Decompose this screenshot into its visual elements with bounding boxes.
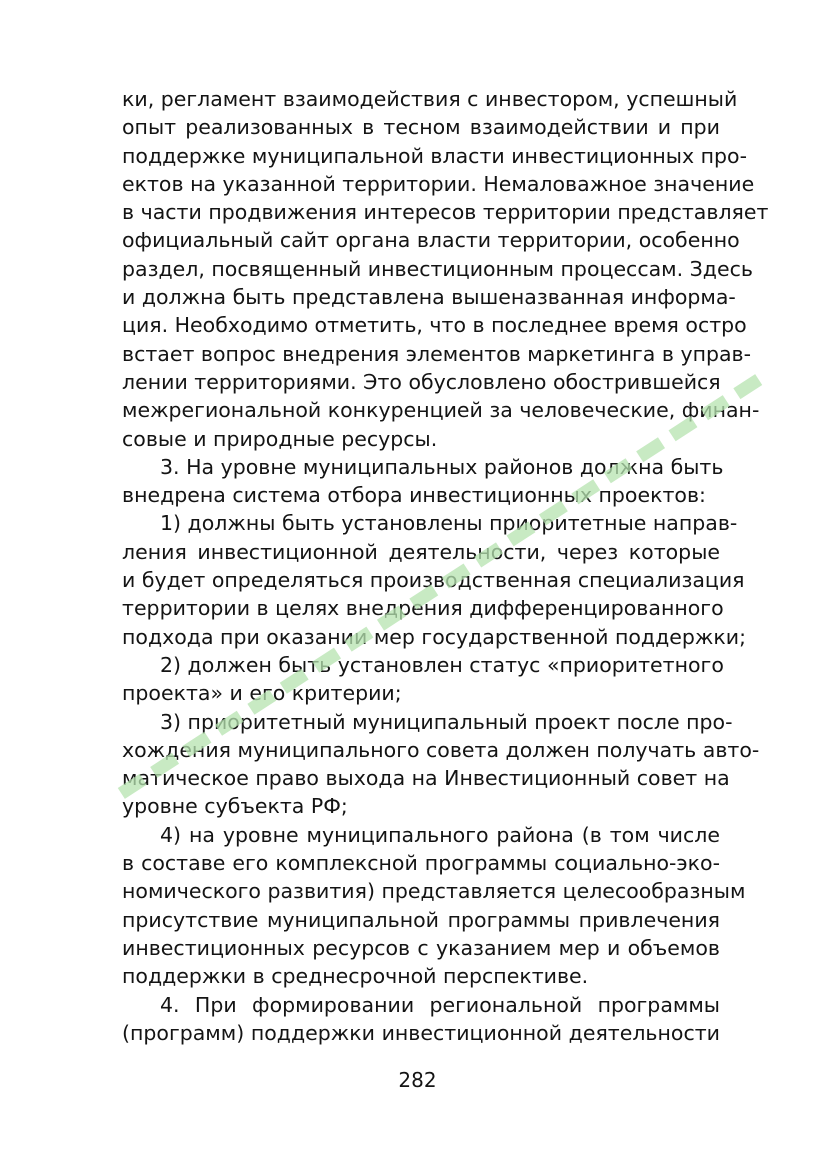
text-line: официальный сайт органа власти территории, особенно (122, 228, 740, 253)
text-line: номического развития) представляется целесообразным (122, 879, 746, 904)
text-line: 1) должны быть установлены приоритетные направ- (160, 511, 738, 536)
text-line: и будет определяться производственная специализация (122, 568, 745, 593)
page-number: 282 (398, 1068, 437, 1092)
text-line: (программ) поддержки инвестиционной деятельности (122, 1020, 720, 1045)
text-line: 2) должен быть установлен статус «приоритетного (160, 652, 724, 677)
text-line: межрегиональной конкуренцией за человеческие, финан- (122, 398, 760, 423)
text-line: внедрена система отбора инвестиционных проектов: (122, 483, 706, 508)
text-line: совые и природные ресурсы. (122, 426, 438, 451)
text-line: присутствие муниципальной программы привлечения (122, 907, 720, 932)
text-line: 4) на уровне муниципального района (в том числе (160, 822, 720, 847)
body-text (122, 85, 769, 1047)
text-line: подхода при оказании мер государственной поддержки; (122, 624, 746, 649)
text-line: поддержке муниципальной власти инвестиционных про- (122, 143, 747, 168)
text-line: в части продвижения интересов территории представляет (122, 200, 769, 225)
text-line: 3) приоритетный муниципальный проект после про- (160, 709, 733, 734)
text-line: матическое право выхода на Инвестиционный совет на (122, 766, 730, 791)
text-line: и должна быть представлена вышеназванная информа- (122, 285, 736, 310)
text-line: проекта» и его критерии; (122, 681, 402, 706)
text-line: встает вопрос внедрения элементов маркетинга в управ- (122, 341, 752, 366)
text-line: ки, регламент взаимодействия с инвестором, успешный (122, 87, 738, 111)
text-line: раздел, посвященный инвестиционным процессам. Здесь (122, 256, 753, 281)
text-line: инвестиционных ресурсов с указанием мер и объемов (122, 935, 720, 960)
text-line: 3. На уровне муниципальных районов должна быть (160, 454, 724, 479)
text-line: ектов на указанной территории. Немаловажное значение (122, 171, 755, 196)
text-line: территории в целях внедрения дифференцированного (122, 596, 724, 621)
text-line: в составе его комплексной программы социально-эко- (122, 851, 720, 876)
text-line: хождения муниципального совета должен получать авто- (122, 737, 760, 762)
text-line: лении территориями. Это обусловлено обострившейся (122, 369, 721, 394)
text-line: 4. При формировании региональной программы (160, 992, 720, 1017)
text-line: уровне субъекта РФ; (122, 794, 348, 819)
text-line: ция. Необходимо отметить, что в последнее время остро (122, 313, 747, 338)
text-line: опыт реализованных в тесном взаимодействии и при (122, 115, 720, 140)
text-line: ления инвестиционной деятельности, через которые (122, 539, 720, 564)
text-line: поддержки в среднесрочной перспективе. (122, 964, 589, 989)
